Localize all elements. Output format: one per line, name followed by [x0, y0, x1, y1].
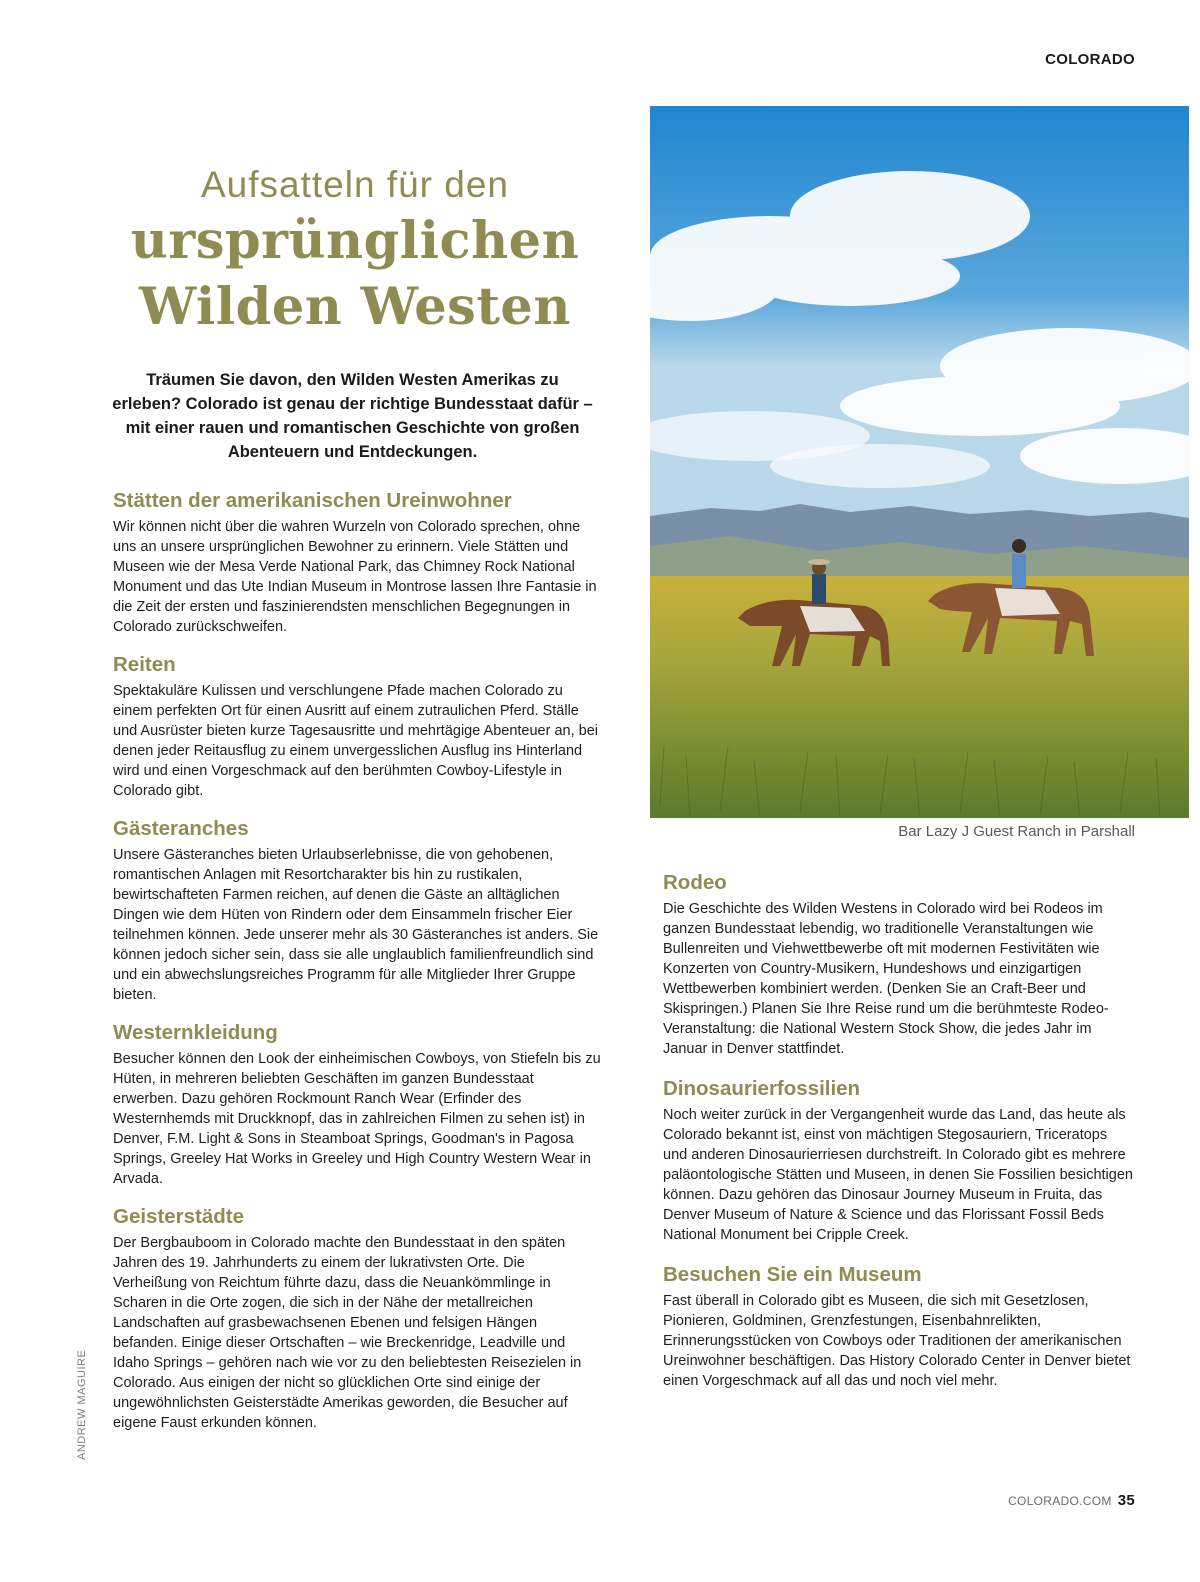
title-main-line-1: ursprünglichen [130, 211, 580, 271]
section-museum [663, 1261, 1133, 1391]
section-body: Die Geschichte des Wilden Westens in Colorado wird bei Rodeos im ganzen Bundesstaat lebendig, wo traditionelle Veranstaltungen wie Bullenreiten und Viehwettbewerbe oft mit modernen Festivitäten wie Konzerten von Country-Musikern, Hundeshows und einzigartigen Wettbewerben kombiniert werden. (Denken Sie an Craft-Beer und Skispringen.) Planen Sie Ihre Reise rund um die berühmteste Rodeo-Veranstaltung: die National Western Stock Show, die jedes Jahr im Januar in Denver stattfindet. [663, 901, 1109, 1057]
section-body: Spektakuläre Kulissen und verschlungene Pfade machen Colorado zu einem perfekten Ort für einen Ausritt auf einem zutraulichen Pferd. Ställe und Ausrüster bieten kurze Tagesausritte und mehrtägige Abenteuer an, bei denen jeder Reitausflug zu einem unvergesslichen Ausflug ins Hinterland wird und einen Vorgeschmack auf den berühmten Cowboy-Lifestyle in Colorado gibt. [113, 683, 598, 799]
section-dinosaur-fossils [663, 1075, 1133, 1245]
section-heading: Dinosaurierfossilien [663, 1077, 861, 1100]
section-heading: Rodeo [663, 871, 727, 894]
section-native-sites [113, 487, 601, 637]
page-footer [1008, 1492, 1135, 1509]
section-body: Fast überall in Colorado gibt es Museen, die sich mit Gesetzlosen, Pionieren, Goldminen, Grenzfestungen, Eisenbahnrelikten, Erinnerungsstücken von Cowboys oder Traditionen der amerikanischen Ureinwohner beschäftigen. Das History Colorado Center in Denver bietet einen Vorgeschmack auf all das und noch viel mehr. [663, 1293, 1131, 1389]
section-ghost-towns [113, 1203, 601, 1433]
photo-caption: Bar Lazy J Guest Ranch in Parshall [898, 823, 1135, 840]
section-body: Noch weiter zurück in der Vergangenheit wurde das Land, das heute als Colorado bekannt ist, einst von mächtigen Stegosauriern, Triceratops und anderen Dinosaurierriesen durchstreift. In Colorado gibt es mehrere paläontologische Stätten und Museen, in denen Sie Fossilien besichtigen können. Dazu gehören das Dinosaur Journey Museum in Fruita, das Denver Museum of Nature & Science und das Florissant Fossil Beds National Monument bei Cripple Creek. [663, 1107, 1133, 1243]
section-body: Der Bergbauboom in Colorado machte den Bundesstaat in den späten Jahren des 19. Jahrhunderts zu einem der lukrativsten Orte. Die Verheißung von Reichtum führte dazu, dass die Neuankömmlinge in Scharen in die Orte zogen, die sich in der Nähe der metallreichen Landschaften auf grasbewachsenen Ebenen und felsigen Hängen befanden. Einige dieser Ortschaften – wie Breckenridge, Leadville und Idaho Springs – gehören nach wie vor zu den beliebtesten Reisezielen in Colorado. Aus einigen der nicht so glücklichen Orte sind einige der ungewöhnlichsten Geisterstädte Amerikas geworden, die Besucher auf eigene Faust erkunden können. [113, 1235, 582, 1431]
section-body: Besucher können den Look der einheimischen Cowboys, von Stiefeln bis zu Hüten, in mehreren beliebten Geschäften im ganzen Bundesstaat erwerben. Dazu gehören Rockmount Ranch Wear (Erfinder des Westernhemds mit Druckknopf, das in zahlreichen Filmen zu sehen ist) in Denver, F.M. Light & Sons in Steamboat Springs, Goodman's in Pagosa Springs, Greeley Hat Works in Greeley und High Country Western Wear in Arvada. [113, 1051, 601, 1187]
section-western-wear [113, 1019, 601, 1189]
title-kicker: Aufsatteln für den [200, 164, 510, 205]
hero-photo [650, 106, 1189, 818]
right-column [663, 869, 1133, 1407]
left-column [113, 487, 601, 1447]
section-heading: Geisterstädte [113, 1205, 245, 1228]
section-label: COLORADO [1045, 51, 1135, 68]
section-rodeo [663, 869, 1133, 1059]
section-heading: Westernkleidung [113, 1021, 278, 1044]
section-heading: Gästeranches [113, 817, 249, 840]
meadow [650, 576, 1189, 818]
section-heading: Besuchen Sie ein Museum [663, 1263, 922, 1286]
section-body: Unsere Gästeranches bieten Urlaubserlebnisse, die von gehobenen, romantischen Anlagen mit Resortcharakter bis hin zu rustikalen, bewirtschafteten Farmen reichen, auf denen die Gäste an alltäglichen Dingen wie dem Hüten von Rindern oder dem Einsammeln frischer Eier teilnehmen können. Jede unserer mehr als 30 Gästeranches ist anders. Sie können jedoch sicher sein, dass sie alle unglaublich familienfreundlich sind und ein abwechslungsreiches Programm für alle Mitglieder Ihrer Gruppe bieten. [113, 847, 599, 1003]
intro-paragraph: Träumen Sie davon, den Wilden Westen Amerikas zu erleben? Colorado ist genau der richtige Bundesstaat dafür – mit einer rauen und romantischen Geschichte von großen Abenteuern und Entdeckungen. [112, 371, 593, 461]
section-heading: Reiten [113, 653, 176, 676]
page-title [95, 162, 615, 340]
section-guest-ranches [113, 815, 601, 1005]
page-number: 35 [1117, 1492, 1135, 1509]
title-main-line-2: Wilden Westen [139, 277, 571, 337]
section-heading: Stätten der amerikanischen Ureinwohner [113, 489, 512, 512]
photo-credit: ANDREW MAGUIRE [76, 1349, 88, 1460]
section-body: Wir können nicht über die wahren Wurzeln von Colorado sprechen, ohne uns an unsere ursprünglichen Bewohner zu erinnern. Viele Stätten und Museen wie der Mesa Verde National Park, das Chimney Rock National Monument und das Ute Indian Museum in Montrose lassen Ihre Fantasie in die Zeit der ersten und faszinierendsten menschlichen Begegnungen in Colorado zurückschweifen. [113, 519, 597, 635]
section-riding [113, 651, 601, 801]
footer-site: COLORADO.COM [1008, 1494, 1112, 1508]
